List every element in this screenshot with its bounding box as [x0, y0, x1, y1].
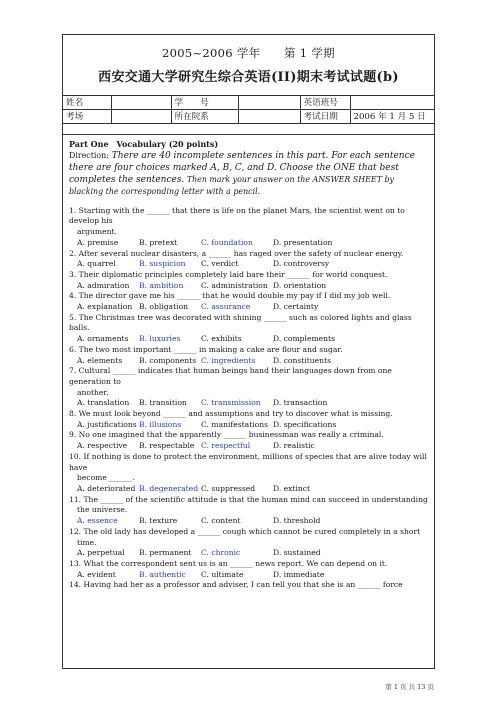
exam-room-field[interactable] [111, 110, 171, 124]
option-d[interactable]: D. presentation [273, 237, 333, 247]
part-title: Part One Vocabulary (20 points) [69, 139, 219, 149]
option-d[interactable]: D. complements [273, 334, 335, 344]
question-item [69, 527, 430, 559]
question-item [69, 345, 430, 366]
question-stem: 12. The old lady has developed a ______ cough which cannot be cured completely in a short [69, 526, 421, 536]
option-c[interactable]: C. foundation [201, 237, 253, 247]
part-one-section [63, 135, 434, 591]
question-stem: 10. If nothing is done to protect the environment, millions of species that are alive today will have [69, 451, 427, 472]
question-stem: 5. The Christmas tree was decorated with shining ______ such as colored lights and glass balls. [69, 312, 412, 333]
option-b[interactable]: B. illusions [139, 419, 182, 429]
question-options [69, 356, 430, 367]
question-stem: 4. The director gave me his ______ that he would double my pay if I did my job well. [69, 291, 391, 301]
question-stem: 7. Cultural ______ indicates that human beings hand their languages down from one generation to [69, 366, 392, 386]
option-d[interactable]: D. controversy [273, 259, 330, 269]
department-label: 所在院系 [171, 110, 238, 124]
question-item [69, 366, 430, 409]
direction-label: Direction: [69, 150, 109, 160]
option-c[interactable]: C. respectful [201, 441, 251, 451]
option-c[interactable]: C. manifestations [201, 419, 269, 429]
question-options [69, 484, 430, 495]
option-a[interactable]: A. respective [77, 441, 128, 451]
option-b[interactable]: B. permanent [139, 548, 192, 558]
option-b[interactable]: B. pretext [139, 237, 178, 247]
option-d[interactable]: D. realistic [273, 441, 315, 451]
option-d[interactable]: D. orientation [273, 280, 327, 290]
option-a[interactable]: A. justifications [77, 419, 137, 429]
question-stem: 11. The ______ of the scientific attitude is that the human mind can succeed in understanding [69, 494, 428, 504]
question-stem: 1. Starting with the ______ that there is life on the planet Mars, the scientist went on to develop his [69, 205, 405, 226]
option-d[interactable]: D. constituents [273, 355, 332, 365]
question-options [69, 420, 430, 431]
exam-title: 西安交通大学研究生综合英语(II)期末考试试题(b) [98, 70, 399, 85]
question-stem-continued: the universe. [77, 505, 128, 515]
question-list [69, 206, 430, 591]
direction-main: There are 40 incomplete sentences in this part. For each sentence there are four choices marked A, B, C, and D. Choose the ONE that best completes the sentences. [69, 150, 415, 185]
option-a[interactable]: A. perpetual [77, 548, 125, 558]
info-row [63, 110, 434, 124]
question-stem: 14. Having had her as a professor and adviser, I can tell you that she is an ______ force [69, 580, 403, 590]
class-label: 英语班号 [300, 96, 350, 110]
question-stem: 9. No one imagined that the apparently ______ businessman was really a criminal. [69, 430, 384, 440]
exam-sheet [62, 34, 435, 669]
exam-date-label: 考试日期 [300, 110, 350, 124]
option-d[interactable]: D. transaction [273, 398, 328, 408]
option-c[interactable]: C. chronic [201, 548, 241, 558]
question-stem-continued: time. [77, 537, 97, 547]
option-c[interactable]: C. ultimate [201, 569, 244, 579]
exam-date-value: 2006 年 1 月 5 日 [350, 110, 434, 124]
option-a[interactable]: A. premise [77, 237, 119, 247]
question-options [69, 516, 430, 527]
direction-note: Then mark your answer on the ANSWER SHEET by blacking the corresponding letter with a pencil. [69, 174, 394, 196]
option-b[interactable]: B. texture [139, 516, 178, 526]
question-options [69, 570, 430, 581]
question-options [69, 238, 430, 249]
semester-line: 2005~2006 学年 第 1 学期 [162, 46, 335, 60]
option-b[interactable]: B. obligation [139, 302, 189, 312]
option-a[interactable]: A. translation [77, 398, 130, 408]
option-d[interactable]: D. sustained [273, 548, 321, 558]
class-field[interactable] [350, 96, 434, 110]
directions [69, 150, 430, 197]
option-a[interactable]: A. elements [77, 355, 123, 365]
option-a[interactable]: A. quarrel [77, 259, 116, 269]
option-b[interactable]: B. ambition [139, 280, 184, 290]
option-c[interactable]: C. assurance [201, 302, 251, 312]
info-row [63, 96, 434, 110]
option-d[interactable]: D. extinct [273, 483, 311, 493]
student-info-table [63, 96, 434, 124]
question-item [69, 270, 430, 291]
question-options [69, 281, 430, 292]
student-id-label: 学 号 [171, 96, 238, 110]
name-label: 姓名 [63, 96, 111, 110]
question-item [69, 249, 430, 270]
option-c[interactable]: C. ingredients [201, 355, 256, 365]
department-field[interactable] [238, 110, 300, 124]
question-stem: 6. The two most important ______ in making a cake are flour and sugar. [69, 344, 343, 354]
page-number: 第 1 页 共 13 页 [385, 683, 434, 691]
option-b[interactable]: B. authentic [139, 569, 186, 579]
question-stem-continued: argument. [77, 227, 117, 237]
option-d[interactable]: D. specifications [273, 419, 337, 429]
question-item [69, 409, 430, 430]
question-item [69, 495, 430, 527]
option-a[interactable]: A. ornaments [77, 334, 129, 344]
question-options [69, 398, 430, 409]
question-stem: 8. We must look beyond ______ and assumptions and try to discover what is missing. [69, 409, 393, 419]
option-a[interactable]: A. admiration [77, 280, 130, 290]
name-field[interactable] [111, 96, 171, 110]
option-c[interactable]: C. suppressed [201, 483, 256, 493]
question-item [69, 559, 430, 580]
student-id-field[interactable] [238, 96, 300, 110]
option-d[interactable]: D. immediate [273, 569, 325, 579]
option-c[interactable]: C. transmission [201, 398, 261, 408]
exam-header [63, 35, 434, 96]
question-stem: 13. What the correspondent sent us is an ______ news report. We can depend on it. [69, 558, 388, 568]
question-stem-continued: become ______. [77, 473, 135, 483]
question-options [69, 334, 430, 345]
question-item [69, 291, 430, 312]
exam-room-label: 考场 [63, 110, 111, 124]
option-b[interactable]: B. transition [139, 398, 187, 408]
option-d[interactable]: D. certainty [273, 302, 319, 312]
question-item [69, 452, 430, 495]
option-d[interactable]: D. threshold [273, 516, 321, 526]
question-item [69, 430, 430, 451]
option-b[interactable]: B. respectable [139, 441, 195, 451]
option-a[interactable]: A. evident [77, 569, 116, 579]
option-c[interactable]: C. content [201, 516, 241, 526]
question-item [69, 206, 430, 249]
question-stem: 2. After several nuclear disasters, a ______ has raged over the safety of nuclear energy. [69, 248, 404, 258]
question-options [69, 259, 430, 270]
option-b[interactable]: B. suspicion [139, 259, 186, 269]
divider [63, 124, 434, 135]
option-c[interactable]: C. verdict [201, 259, 239, 269]
question-options [69, 441, 430, 452]
option-c[interactable]: C. exhibits [201, 334, 242, 344]
page-footer [0, 682, 496, 691]
option-b[interactable]: B. components [139, 355, 197, 365]
option-a[interactable]: A. deteriorated [77, 483, 136, 493]
question-item [69, 313, 430, 345]
question-options [69, 548, 430, 559]
option-c[interactable]: C. administration [201, 280, 268, 290]
question-options [69, 302, 430, 313]
question-item [69, 580, 430, 591]
option-b[interactable]: B. luxuries [139, 334, 181, 344]
option-a[interactable]: A. explanation [77, 302, 133, 312]
option-b[interactable]: B. degenerated [139, 483, 199, 493]
question-stem: 3. Their diplomatic principles completely laid bare their ______ for world conquest. [69, 269, 388, 279]
question-stem-continued: another. [77, 387, 109, 397]
option-a[interactable]: A. essence [77, 516, 118, 526]
